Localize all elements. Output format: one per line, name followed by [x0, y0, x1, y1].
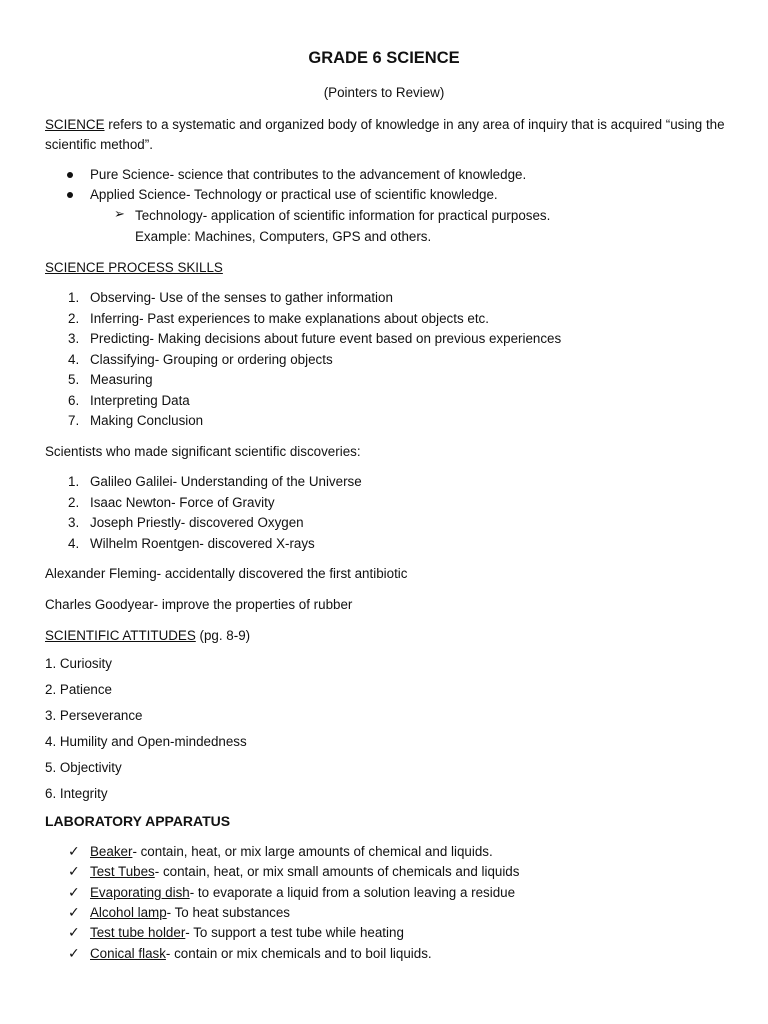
- list-item-text: Isaac Newton- Force of Gravity: [90, 494, 275, 510]
- page-title: GRADE 6 SCIENCE: [308, 49, 460, 67]
- checkmark-icon: ✓: [68, 944, 80, 961]
- list-item: [0, 537, 768, 557]
- scientists-intro: Scientists who made significant scientific discoveries:: [45, 444, 361, 459]
- fleming-line: Alexander Fleming- accidentally discovered the first antibiotic: [45, 566, 408, 581]
- attitudes-page-ref: (pg. 8-9): [195, 628, 251, 643]
- science-definition-text: refers to a systematic and organized body of knowledge in any area of inquiry that is acquired “using the scientific method”.: [45, 117, 725, 152]
- list-item: [0, 845, 768, 865]
- apparatus-heading: LABORATORY APPARATUS: [45, 813, 231, 829]
- process-skills-heading: SCIENCE PROCESS SKILLS: [45, 260, 223, 275]
- bullet-icon: [67, 192, 73, 198]
- list-number: 3.: [68, 515, 80, 530]
- page-subtitle: (Pointers to Review): [323, 85, 445, 100]
- apparatus-name: Alcohol lamp: [90, 904, 167, 920]
- list-item-text: Wilhelm Roentgen- discovered X-rays: [90, 535, 315, 551]
- list-number: 6.: [68, 392, 80, 408]
- apparatus-text: [90, 865, 519, 878]
- list-number: 4.: [68, 535, 80, 551]
- list-item: [0, 944, 768, 967]
- apparatus-description: - To support a test tube while heating: [185, 925, 404, 941]
- list-item: [0, 353, 768, 373]
- science-definition: [45, 115, 730, 155]
- list-item-text: Measuring: [90, 372, 153, 387]
- list-item: [0, 865, 768, 885]
- list-item-text: Classifying- Grouping or ordering objects: [90, 351, 333, 367]
- arrow-bullet-icon: ➢: [114, 206, 125, 221]
- list-item-text: Galileo Galilei- Understanding of the Universe: [90, 474, 362, 489]
- list-item: [0, 903, 768, 926]
- list-item-text: Observing- Use of the senses to gather information: [90, 290, 393, 305]
- attitude-item: 5. Objectivity: [45, 760, 122, 775]
- list-item: [0, 475, 768, 495]
- attitude-item: 2. Patience: [45, 682, 112, 697]
- apparatus-text: [90, 906, 290, 919]
- apparatus-description: - contain, heat, or mix small amounts of chemicals and liquids: [154, 864, 520, 880]
- attitude-item: 6. Integrity: [45, 786, 108, 801]
- goodyear-line: Charles Goodyear- improve the properties of rubber: [45, 597, 353, 612]
- technology-example-text: Example: Machines, Computers, GPS and others.: [135, 229, 432, 244]
- list-item: [0, 168, 768, 188]
- apparatus-name: Test tube holder: [90, 925, 186, 941]
- apparatus-text: [90, 947, 432, 960]
- apparatus-name: Evaporating dish: [90, 884, 190, 900]
- list-item: [0, 926, 768, 946]
- list-number: 2.: [68, 310, 80, 326]
- list-item-text: Inferring- Past experiences to make explanations about objects etc.: [90, 310, 489, 326]
- list-item-text: Making Conclusion: [90, 413, 204, 428]
- attitude-item: 4. Humility and Open-mindedness: [45, 734, 247, 749]
- list-number: 7.: [68, 413, 80, 428]
- list-item: [0, 496, 768, 516]
- list-item: [0, 206, 768, 229]
- apparatus-name: Test Tubes: [90, 864, 155, 880]
- checkmark-icon: ✓: [68, 903, 80, 920]
- list-item: [0, 312, 768, 332]
- list-item: [0, 332, 768, 352]
- apparatus-description: - To heat substances: [166, 904, 290, 920]
- checkmark-icon: ✓: [68, 924, 80, 941]
- list-item: [0, 291, 768, 311]
- list-item-text: Joseph Priestly- discovered Oxygen: [90, 515, 304, 530]
- apparatus-description: - contain, heat, or mix large amounts of chemical and liquids.: [132, 844, 493, 859]
- list-number: 2.: [68, 494, 80, 510]
- checkmark-icon: ✓: [68, 883, 80, 900]
- list-item-text: Interpreting Data: [90, 392, 190, 408]
- apparatus-description: - contain or mix chemicals and to boil liquids.: [165, 945, 432, 961]
- attitudes-heading-text: SCIENTIFIC ATTITUDES: [45, 628, 196, 643]
- apparatus-text: [90, 886, 515, 899]
- pure-science-text: Pure Science- science that contributes to the advancement of knowledge.: [90, 167, 527, 182]
- bullet-icon: [67, 172, 73, 178]
- attitudes-heading: [45, 629, 250, 642]
- apparatus-name: Beaker: [90, 844, 133, 859]
- list-number: 5.: [68, 372, 80, 387]
- list-item: [0, 188, 768, 208]
- technology-text: Technology- application of scientific information for practical purposes.: [135, 208, 551, 223]
- list-number: 3.: [68, 331, 80, 346]
- apparatus-text: [90, 845, 493, 858]
- list-number: 1.: [68, 474, 80, 489]
- list-number: 1.: [68, 290, 80, 305]
- list-item: [0, 414, 768, 434]
- list-item: [0, 516, 768, 536]
- list-item: [0, 373, 768, 393]
- list-item-text: Predicting- Making decisions about future event based on previous experiences: [90, 331, 562, 346]
- applied-science-text: Applied Science- Technology or practical use of scientific knowledge.: [90, 187, 498, 202]
- apparatus-text: [90, 926, 404, 939]
- apparatus-description: - to evaporate a liquid from a solution leaving a residue: [189, 884, 516, 900]
- list-number: 4.: [68, 351, 80, 367]
- attitude-item: 3. Perseverance: [45, 708, 143, 723]
- list-item: [0, 230, 768, 250]
- attitude-item: 1. Curiosity: [45, 656, 112, 671]
- checkmark-icon: ✓: [68, 843, 80, 859]
- science-term: SCIENCE: [45, 117, 105, 132]
- checkmark-icon: ✓: [68, 863, 80, 880]
- list-item: [0, 394, 768, 414]
- apparatus-name: Conical flask: [90, 945, 166, 961]
- list-item: [0, 883, 768, 906]
